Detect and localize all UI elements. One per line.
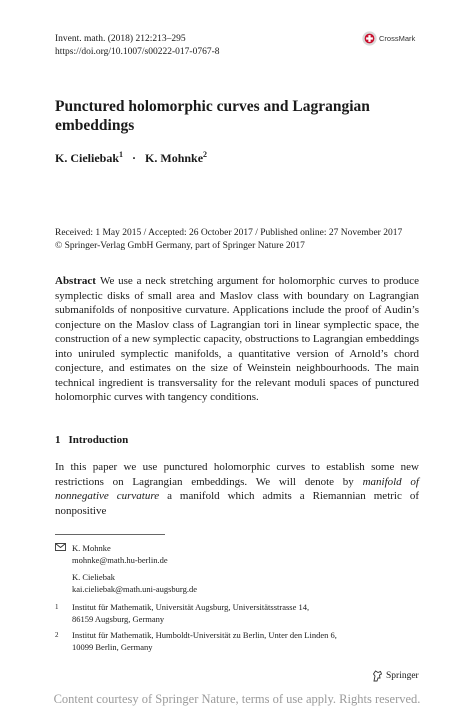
author-affiliation-mark: 1 [119, 150, 124, 159]
journal-header [55, 33, 220, 58]
affiliation-number: 2 [55, 631, 59, 639]
contact-email[interactable]: mohnke@math.hu-berlin.de [72, 554, 168, 565]
contact-email[interactable]: kai.cieliebak@math.uni-augsburg.de [72, 583, 197, 594]
section-number: 1 [55, 434, 61, 446]
crossmark-icon [362, 31, 377, 46]
journal-citation: Invent. math. (2018) 212:213–295 [55, 34, 186, 44]
springer-logo [372, 670, 419, 682]
crossmark-label: CrossMark [379, 34, 416, 43]
springer-horse-icon [372, 670, 383, 682]
section-heading [55, 434, 128, 446]
intro-paragraph [55, 460, 419, 518]
publisher-name: Springer [386, 671, 419, 681]
doi-link[interactable]: https://doi.org/10.1007/s00222-017-0767-8 [55, 46, 220, 57]
received-accepted-line: Received: 1 May 2015 / Accepted: 26 October 2017 / Published online: 27 November 2017 [55, 228, 403, 238]
contact-name: K. Mohnke [72, 543, 111, 553]
affiliation-1 [55, 602, 309, 625]
affiliation-line: 10099 Berlin, Germany [72, 641, 153, 652]
author-contacts [55, 543, 197, 595]
abstract-heading: Abstract [55, 275, 96, 287]
courtesy-notice: Content courtesy of Springer Nature, terms of use apply. Rights reserved. [53, 692, 421, 706]
affiliation-line: Institut für Mathematik, Humboldt-Universität zu Berlin, Unter den Linden 6, [72, 630, 337, 640]
second-author-contact [72, 572, 197, 595]
author-separator: · [132, 151, 137, 165]
intro-text: In this paper we use punctured holomorphic curves to establish some new restrictions on Lagrangian embeddings. We will denote by [55, 461, 419, 488]
abstract [55, 274, 419, 405]
copyright-line: © Springer-Verlag GmbH Germany, part of Springer Nature 2017 [55, 240, 305, 251]
intro-emphasis: manifold of nonnegative curvature [55, 475, 419, 503]
author-affiliation-mark: 2 [203, 150, 208, 159]
article-title: Punctured holomorphic curves and Lagrangian embeddings [55, 98, 370, 134]
contact-name: K. Cieliebak [72, 572, 115, 582]
affiliation-2 [55, 630, 337, 653]
author-name[interactable]: K. Cieliebak [55, 151, 120, 165]
affiliation-line: 86159 Augsburg, Germany [72, 613, 165, 624]
author-name[interactable]: K. Mohnke [145, 151, 204, 165]
affiliation-number: 1 [55, 603, 59, 611]
publication-dates [55, 227, 402, 252]
section-title: Introduction [68, 434, 129, 446]
author-list [55, 150, 207, 166]
envelope-icon [55, 543, 69, 566]
footnote-divider [55, 534, 165, 535]
crossmark-badge[interactable] [362, 31, 415, 46]
abstract-text: We use a neck stretching argument for holomorphic curves to produce symplectic disks of small area and Maslov class with boundary on Lagrangian submanifolds of nonpositive curvature. Applications include the proof of Audin’s conjecture on the Maslov class of Lagrangian tori in linear symplectic space, the construction of a new symplectic capacity, obstructions to Lagrangian embeddings into uniruled symplectic manifolds, a quantitative version of Arnold’s chord conjecture, and estimates on the size of Weinstein neighbourhoods. The main technical ingredient is transversality for the relevant moduli spaces of punctured holomorphic curves with tangency conditions. [55, 275, 419, 404]
corresponding-author [55, 543, 197, 566]
affiliation-line: Institut für Mathematik, Universität Augsburg, Universitätsstrasse 14, [72, 602, 310, 612]
intro-text-cont: a manifold which admits a Riemannian metric of nonpositive [55, 490, 419, 517]
